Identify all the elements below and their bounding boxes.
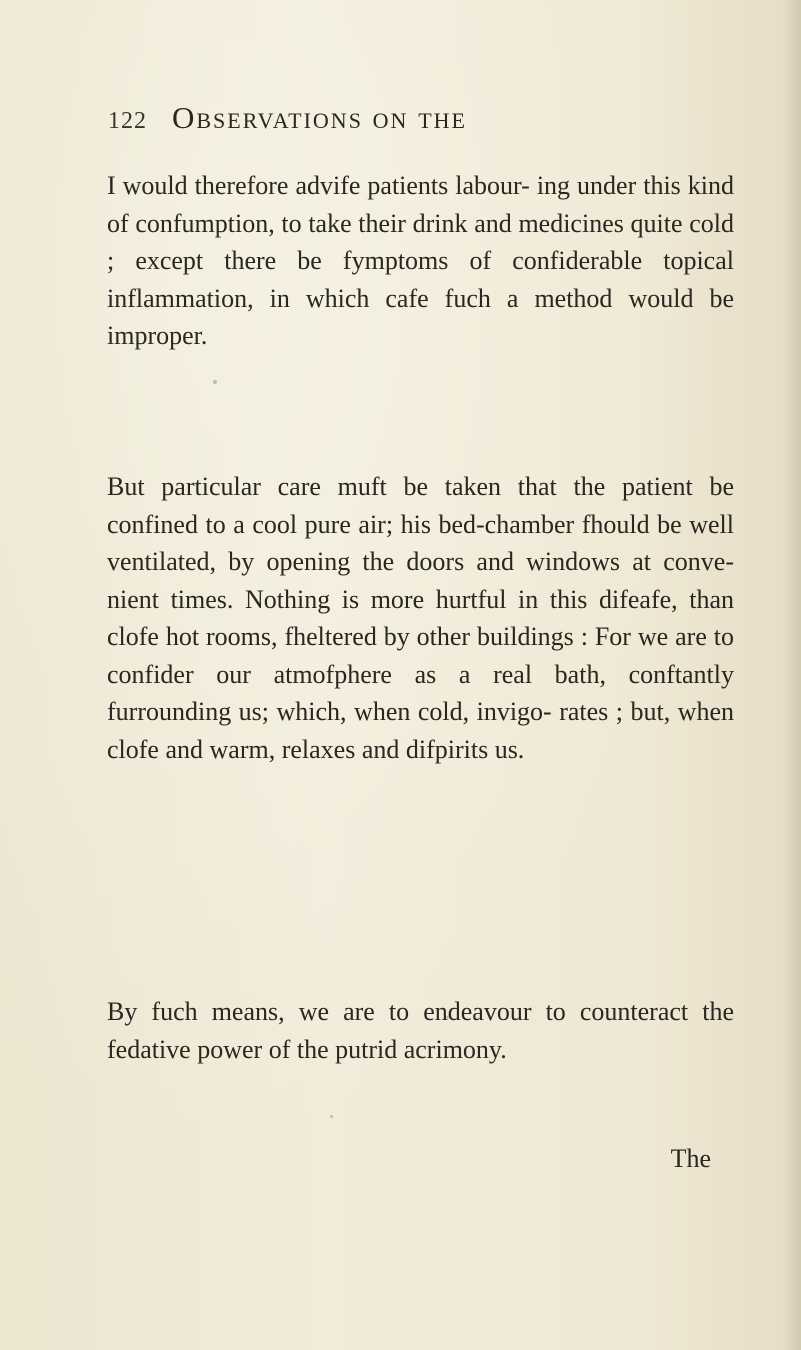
running-head bbox=[0, 100, 801, 140]
paragraph-text: I would therefore advife patients labour- ing under this kind of confumption, to take their drink and medicines quite cold ; except there be fymptoms of confiderable topical inflammation, in which cafe fuch a method would be improper. bbox=[107, 171, 734, 350]
paragraph-text: By fuch means, we are to endeavour to counteract the fedative power of the putrid acrimony. bbox=[107, 997, 734, 1064]
page-edge-shadow bbox=[783, 0, 801, 1350]
paragraph-1 bbox=[107, 167, 734, 355]
paper-speck bbox=[330, 1115, 333, 1118]
paper-speck bbox=[213, 380, 217, 384]
page-number: 122 bbox=[108, 108, 147, 134]
paper-speck bbox=[446, 1016, 449, 1019]
paragraph-3 bbox=[107, 993, 734, 1068]
paragraph-2 bbox=[107, 468, 734, 768]
running-head-title: Observations on the bbox=[172, 100, 467, 135]
paragraph-text: But particular care muft be taken that the patient be confined to a cool pure air; his bed-chamber fhould be well ventilated, by opening the doors and windows at conve- nient times. Nothing is more hurtful in this difeafe, than clofe hot rooms, fheltered by other buildings : For we are to confider our atmofphere as a real bath, conftantly furrounding us; which, when cold, invigo- rates ; but, when clofe and warm, relaxes and difpirits us. bbox=[107, 472, 734, 764]
catchword: The bbox=[670, 1144, 711, 1173]
